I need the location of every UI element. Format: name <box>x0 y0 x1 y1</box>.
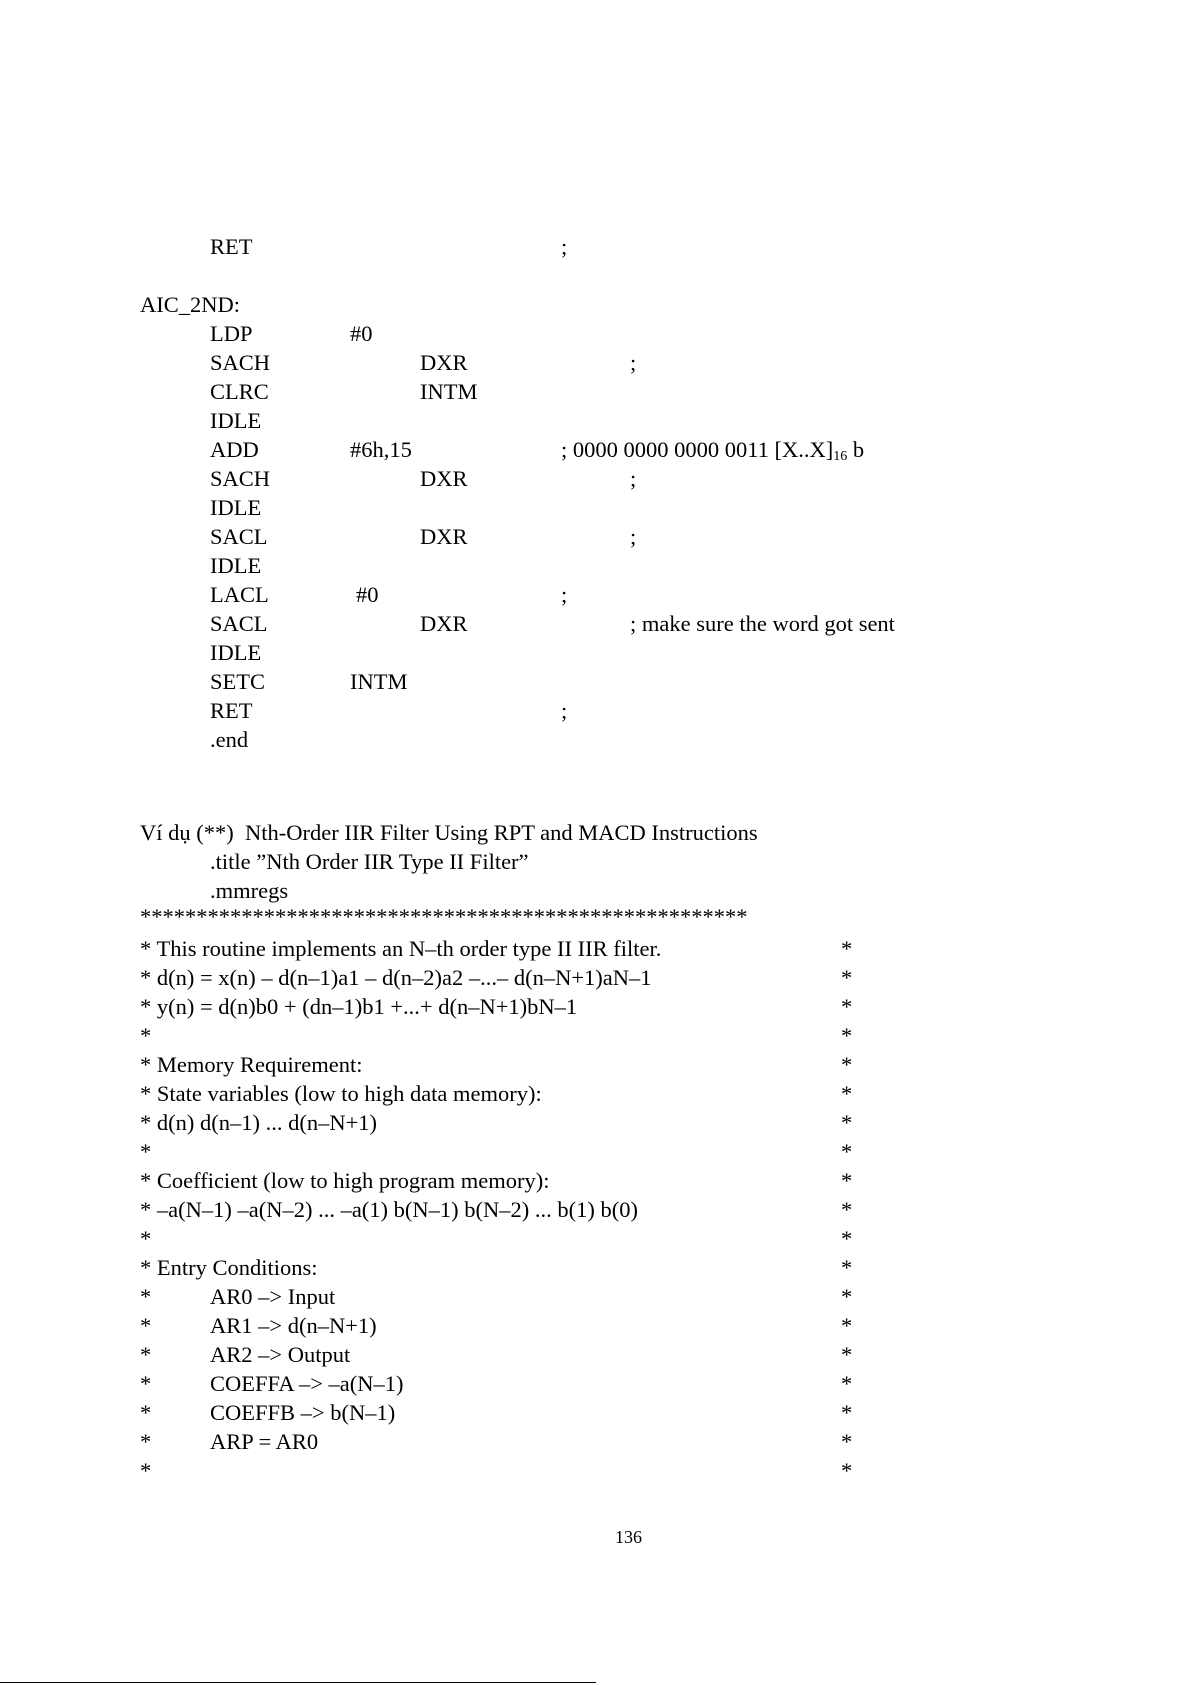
code-op: SACL <box>210 524 268 549</box>
comment-end: * <box>841 1226 853 1251</box>
comment-end: * <box>841 1139 853 1164</box>
comment-line: * Entry Conditions: <box>140 1255 318 1280</box>
comment-indent: AR0 –> Input <box>210 1284 336 1309</box>
code-arg: #6h,15 <box>350 437 412 462</box>
comment-indent: COEFFA –> –a(N–1) <box>210 1371 404 1396</box>
comment-line: * Memory Requirement: <box>140 1052 363 1077</box>
code-op: SACH <box>210 350 271 375</box>
title-directive: .title ”Nth Order IIR Type II Filter” <box>210 849 529 874</box>
comment-end: * <box>841 1110 853 1135</box>
comment-end: * <box>841 1023 853 1048</box>
code-arg: DXR <box>420 611 468 636</box>
comment-end: * <box>841 1197 853 1222</box>
code-op: LDP <box>210 321 253 346</box>
comment-line: * <box>140 1458 152 1483</box>
code-comment: ; <box>561 234 568 259</box>
comment-end: * <box>841 1400 853 1425</box>
comment-end: * <box>841 936 853 961</box>
code-op: IDLE <box>210 640 262 665</box>
code-comment: ; <box>630 350 637 375</box>
star-border: ****************************************************** <box>140 904 748 929</box>
code-op: SETC <box>210 669 266 694</box>
comment-end: * <box>841 1081 853 1106</box>
comment-line: * <box>140 1226 152 1251</box>
code-arg: #0 <box>350 321 373 346</box>
code-op: .end <box>210 727 249 752</box>
code-op: RET <box>210 234 253 259</box>
comment-end: * <box>841 1284 853 1309</box>
comment-line: * d(n) d(n–1) ... d(n–N+1) <box>140 1110 378 1135</box>
mmregs-directive: .mmregs <box>210 878 289 903</box>
comment-main: ; 0000 0000 0000 0011 [X..X] <box>561 437 834 462</box>
comment-line: * <box>140 1313 152 1338</box>
comment-line: * d(n) = x(n) – d(n–1)a1 – d(n–2)a2 –...– d(n–N+1)aN–1 <box>140 965 652 990</box>
comment-end: * <box>841 994 853 1019</box>
comment-line: * –a(N–1) –a(N–2) ... –a(1) b(N–1) b(N–2) ... b(1) b(0) <box>140 1197 638 1222</box>
comment-line: * Coefficient (low to high program memory): <box>140 1168 550 1193</box>
comment-end: * <box>841 1429 853 1454</box>
code-arg: #0 <box>356 582 379 607</box>
example-heading: Ví dụ (**) Nth-Order IIR Filter Using RPT and MACD Instructions <box>140 820 758 845</box>
code-op: SACL <box>210 611 268 636</box>
code-arg: DXR <box>420 466 468 491</box>
comment-end: * <box>841 1458 853 1483</box>
comment-indent: COEFFB –> b(N–1) <box>210 1400 396 1425</box>
code-comment: ; <box>630 524 637 549</box>
code-comment <box>561 439 864 462</box>
footer-rule <box>0 1682 596 1683</box>
code-arg: INTM <box>420 379 478 404</box>
code-comment: ; <box>561 698 568 723</box>
code-op: RET <box>210 698 253 723</box>
code-comment: ; <box>561 582 568 607</box>
code-op: IDLE <box>210 553 262 578</box>
comment-line: * <box>140 1139 152 1164</box>
comment-line: * <box>140 1429 152 1454</box>
comment-end: * <box>841 1313 853 1338</box>
code-op: CLRC <box>210 379 269 404</box>
comment-end: * <box>841 1255 853 1280</box>
code-op: ADD <box>210 437 259 462</box>
comment-end: * <box>841 1342 853 1367</box>
code-arg: DXR <box>420 524 468 549</box>
comment-end: * <box>841 1052 853 1077</box>
comment-line: * <box>140 1400 152 1425</box>
comment-tail: b <box>847 437 865 462</box>
code-op: LACL <box>210 582 269 607</box>
comment-indent: ARP = AR0 <box>210 1429 319 1454</box>
comment-end: * <box>841 965 853 990</box>
comment-indent: AR2 –> Output <box>210 1342 351 1367</box>
comment-line: * This routine implements an N–th order type II IIR filter. <box>140 936 662 961</box>
comment-end: * <box>841 1168 853 1193</box>
comment-indent: AR1 –> d(n–N+1) <box>210 1313 377 1338</box>
page-number: 136 <box>615 1527 642 1547</box>
comment-line: * State variables (low to high data memory): <box>140 1081 542 1106</box>
comment-line: * <box>140 1342 152 1367</box>
code-label: AIC_2ND: <box>140 292 240 317</box>
code-op: IDLE <box>210 408 262 433</box>
code-comment: ; <box>630 466 637 491</box>
code-comment: ; make sure the word got sent <box>630 611 895 636</box>
code-arg: DXR <box>420 350 468 375</box>
code-op: IDLE <box>210 495 262 520</box>
comment-end: * <box>841 1371 853 1396</box>
code-op: SACH <box>210 466 271 491</box>
comment-line: * <box>140 1023 152 1048</box>
comment-subscript: 16 <box>833 449 848 464</box>
comment-line: * <box>140 1284 152 1309</box>
comment-line: * y(n) = d(n)b0 + (dn–1)b1 +...+ d(n–N+1)bN–1 <box>140 994 578 1019</box>
comment-line: * <box>140 1371 152 1396</box>
code-arg: INTM <box>350 669 408 694</box>
